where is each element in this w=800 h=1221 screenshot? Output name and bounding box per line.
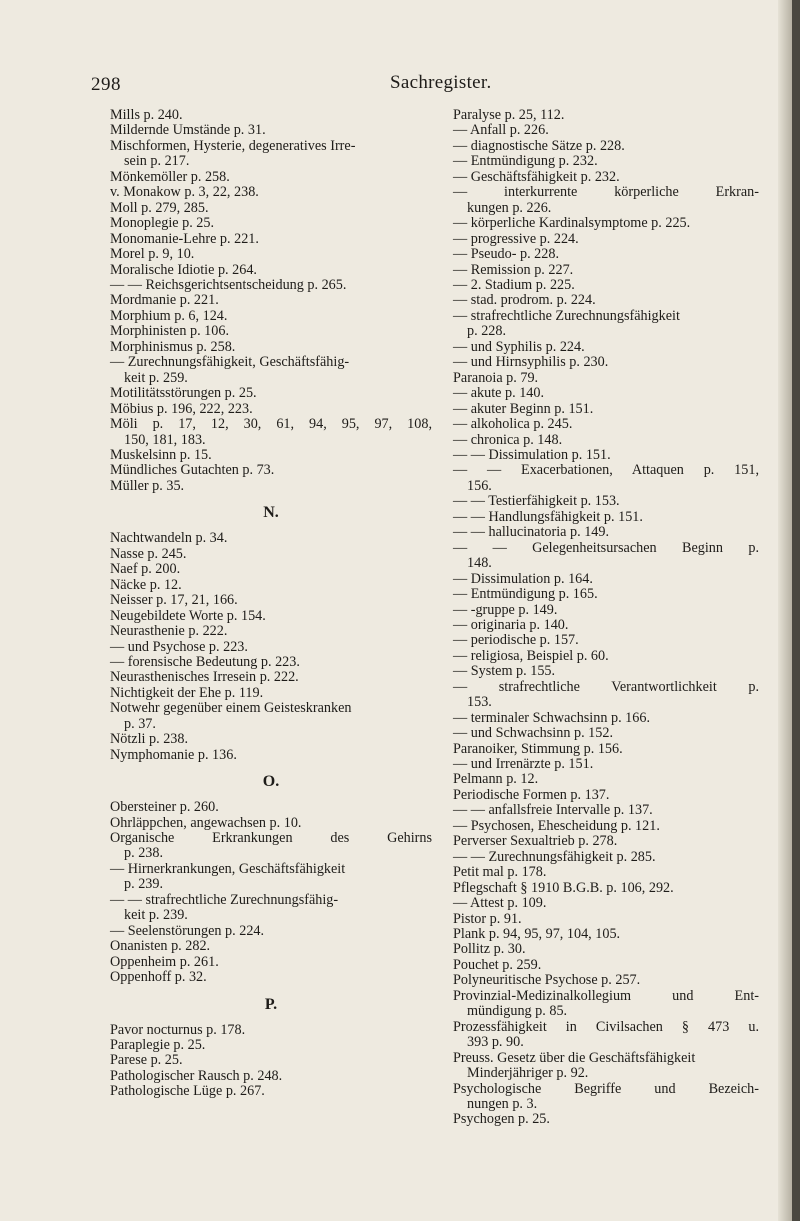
index-entry: — progressive p. 224.	[453, 230, 579, 247]
index-entry: Plank p. 94, 95, 97, 104, 105.	[453, 926, 621, 943]
index-entry: Petit mal p. 178.	[453, 864, 547, 881]
index-entry-continuation: keit p. 239.	[124, 907, 188, 924]
index-entry: — strafrechtliche Zurechnungsfähigkeit	[453, 307, 680, 324]
index-entry-continuation: p. 238.	[124, 845, 164, 862]
index-entry: Muskelsinn p. 15.	[110, 446, 212, 463]
index-entry: — akute p. 140.	[453, 385, 545, 402]
index-entry: — stad. prodrom. p. 224.	[453, 292, 596, 309]
index-entry: Paraplegie p. 25.	[110, 1037, 206, 1054]
index-entry: Paralyse p. 25, 112.	[453, 107, 565, 123]
index-entry-continuation: 148.	[467, 555, 492, 572]
index-entry: — terminaler Schwachsinn p. 166.	[453, 709, 651, 726]
index-entry-continuation: p. 239.	[124, 876, 164, 893]
index-entry: — — Reichsgerichtsentscheidung p. 265.	[110, 276, 347, 293]
index-entry: Morphinisten p. 106.	[110, 323, 230, 340]
index-entry-continuation: p. 228.	[467, 323, 507, 340]
index-entry: Preuss. Gesetz über die Geschäftsfähigkeit	[453, 1049, 696, 1066]
index-entry: — originaria p. 140.	[453, 616, 569, 633]
index-entry: Motilitätsstörungen p. 25.	[110, 385, 257, 402]
index-entry: — und Irrenärzte p. 151.	[453, 756, 594, 773]
index-column-right	[453, 108, 759, 1128]
index-entry: Mönkemöller p. 258.	[110, 168, 230, 185]
page-binding-edge	[792, 0, 800, 1221]
index-entry: Oppenhoff p. 32.	[110, 969, 207, 986]
index-entry-continuation: p. 37.	[124, 715, 156, 732]
index-entry: Periodische Formen p. 137.	[453, 786, 610, 803]
index-entry-continuation: 153.	[467, 694, 492, 711]
page-number: 298	[91, 74, 121, 95]
index-entry: Psychogen p. 25.	[453, 1111, 550, 1128]
index-entry: Organische Erkrankungen des Gehirns	[110, 830, 432, 847]
index-entry: Morel p. 9, 10.	[110, 246, 195, 263]
index-entry: Neurasthenie p. 222.	[110, 623, 228, 640]
index-entry: — interkurrente körperliche Erkran-	[453, 184, 759, 201]
index-entry-continuation: keit p. 259.	[124, 369, 188, 386]
index-entry: — Zurechnungsfähigkeit, Geschäftsfähig-	[110, 354, 350, 371]
index-entry: Pathologische Lüge p. 267.	[110, 1083, 265, 1100]
index-entry: Pistor p. 91.	[453, 910, 522, 927]
index-entry: — Geschäftsfähigkeit p. 232.	[453, 168, 620, 185]
index-entry-continuation: sein p. 217.	[124, 153, 190, 170]
index-entry-continuation: 150, 181, 183.	[124, 431, 206, 448]
index-entry: — 2. Stadium p. 225.	[453, 276, 575, 293]
index-entry: — — Exacerbationen, Attaquen p. 151,	[453, 462, 759, 479]
index-entry-continuation: kungen p. 226.	[467, 199, 552, 216]
index-entry: Perverser Sexualtrieb p. 278.	[453, 833, 618, 850]
index-column-left	[110, 108, 432, 1100]
index-entry: Moll p. 279, 285.	[110, 199, 209, 216]
index-entry: — Entmündigung p. 232.	[453, 153, 598, 170]
index-entry: Morphinismus p. 258.	[110, 338, 236, 355]
index-entry: — religiosa, Beispiel p. 60.	[453, 647, 609, 664]
index-entry: Mordmanie p. 221.	[110, 292, 219, 309]
index-entry: — akuter Beginn p. 151.	[453, 400, 594, 417]
index-entry: — — Zurechnungsfähigkeit p. 285.	[453, 848, 656, 865]
running-head-title: Sachregister.	[390, 72, 492, 93]
index-entry: Neisser p. 17, 21, 166.	[110, 592, 238, 609]
index-entry: Morphium p. 6, 124.	[110, 307, 228, 324]
index-entry-continuation: mündigung p. 85.	[467, 1003, 568, 1020]
index-entry: Neugebildete Worte p. 154.	[110, 607, 266, 624]
index-entry: Müller p. 35.	[110, 477, 185, 494]
index-entry: — Remission p. 227.	[453, 261, 574, 278]
index-entry: Pflegschaft § 1910 B.G.B. p. 106, 292.	[453, 879, 674, 896]
section-letter-heading: N.	[263, 504, 279, 522]
index-entry-continuation: 156.	[467, 477, 492, 494]
index-entry: Onanisten p. 282.	[110, 938, 211, 955]
index-entry: Nasse p. 245.	[110, 545, 187, 562]
index-entry: Neurasthenisches Irresein p. 222.	[110, 669, 299, 686]
index-entry: Nichtigkeit der Ehe p. 119.	[110, 684, 264, 701]
index-entry: Naef p. 200.	[110, 561, 181, 578]
index-entry: — Psychosen, Ehescheidung p. 121.	[453, 817, 660, 834]
index-entry: Monomanie-Lehre p. 221.	[110, 230, 259, 247]
index-entry: Mündliches Gutachten p. 73.	[110, 462, 275, 479]
index-entry: Möli p. 17, 12, 30, 61, 94, 95, 97, 108,	[110, 416, 432, 433]
index-entry: Notwehr gegenüber einem Geisteskranken	[110, 700, 352, 717]
index-entry: v. Monakow p. 3, 22, 238.	[110, 184, 259, 201]
index-entry: Ohrläppchen, angewachsen p. 10.	[110, 814, 302, 831]
index-entry: Provinzial-Medizinalkollegium und Ent-	[453, 987, 759, 1004]
index-entry: — periodische p. 157.	[453, 632, 579, 649]
index-entry: — Anfall p. 226.	[453, 122, 549, 139]
index-entry: Pelmann p. 12.	[453, 771, 539, 788]
index-entry: — — strafrechtliche Zurechnungsfähig-	[110, 891, 339, 908]
index-entry: Paranoia p. 79.	[453, 369, 539, 386]
index-entry: Prozessfähigkeit in Civilsachen § 473 u.	[453, 1018, 759, 1035]
index-entry-continuation: nungen p. 3.	[467, 1096, 538, 1112]
index-entry: Psychologische Begriffe und Bezeich-	[453, 1080, 759, 1097]
index-entry: Obersteiner p. 260.	[110, 799, 219, 816]
index-entry: Paranoiker, Stimmung p. 156.	[453, 740, 623, 757]
index-entry: — Entmündigung p. 165.	[453, 586, 598, 603]
section-letter-heading: O.	[262, 773, 280, 791]
index-entry: — Attest p. 109.	[453, 895, 547, 912]
index-entry: — und Hirnsyphilis p. 230.	[453, 354, 609, 371]
index-entry: — und Syphilis p. 224.	[453, 338, 585, 355]
index-entry: Mills p. 240.	[110, 107, 183, 123]
index-entry: Monoplegie p. 25.	[110, 215, 215, 232]
index-entry: Nachtwandeln p. 34.	[110, 530, 228, 547]
index-entry: — Pseudo- p. 228.	[453, 246, 560, 263]
index-entry: — diagnostische Sätze p. 228.	[453, 137, 625, 154]
index-entry: — — Gelegenheitsursachen Beginn p.	[453, 539, 759, 556]
index-entry-continuation: 393 p. 90.	[467, 1034, 524, 1051]
index-entry: — Seelenstörungen p. 224.	[110, 922, 265, 939]
index-entry: — strafrechtliche Verantwortlichkeit p.	[453, 678, 759, 695]
index-entry: Pavor nocturnus p. 178.	[110, 1021, 246, 1038]
index-entry-continuation: Minderjähriger p. 92.	[467, 1065, 589, 1082]
index-entry: — — Dissimulation p. 151.	[453, 446, 611, 463]
index-entry: Pollitz p. 30.	[453, 941, 526, 958]
index-entry: Polyneuritische Psychose p. 257.	[453, 972, 641, 989]
index-entry: — — anfallsfreie Intervalle p. 137.	[453, 802, 653, 819]
index-entry: Näcke p. 12.	[110, 576, 182, 593]
index-entry: — und Schwachsinn p. 152.	[453, 725, 613, 742]
index-entry: — — hallucinatoria p. 149.	[453, 524, 610, 541]
index-entry: Parese p. 25.	[110, 1052, 183, 1069]
index-entry: Oppenheim p. 261.	[110, 953, 219, 970]
index-entry: Pathologischer Rausch p. 248.	[110, 1067, 283, 1084]
index-entry: — -gruppe p. 149.	[453, 601, 558, 618]
index-entry: — chronica p. 148.	[453, 431, 563, 448]
section-letter-heading: P.	[264, 995, 278, 1013]
index-entry: Nötzli p. 238.	[110, 731, 189, 748]
index-entry: Mildernde Umstände p. 31.	[110, 122, 266, 139]
index-entry: — — Handlungsfähigkeit p. 151.	[453, 508, 643, 525]
index-entry: — körperliche Kardinalsymptome p. 225.	[453, 215, 691, 232]
index-entry: — Hirnerkrankungen, Geschäftsfähigkeit	[110, 860, 346, 877]
index-entry: — forensische Bedeutung p. 223.	[110, 653, 300, 670]
index-entry: Nymphomanie p. 136.	[110, 746, 237, 763]
index-entry: — alkoholica p. 245.	[453, 416, 573, 433]
index-entry: Moralische Idiotie p. 264.	[110, 261, 257, 278]
index-entry: — Dissimulation p. 164.	[453, 570, 593, 587]
index-entry: Mischformen, Hysterie, degeneratives Irre-	[110, 137, 356, 154]
index-entry: Pouchet p. 259.	[453, 956, 542, 973]
index-entry: — — Testierfähigkeit p. 153.	[453, 493, 620, 510]
index-entry: — System p. 155.	[453, 663, 556, 680]
index-entry: — und Psychose p. 223.	[110, 638, 248, 655]
index-entry: Möbius p. 196, 222, 223.	[110, 400, 253, 417]
